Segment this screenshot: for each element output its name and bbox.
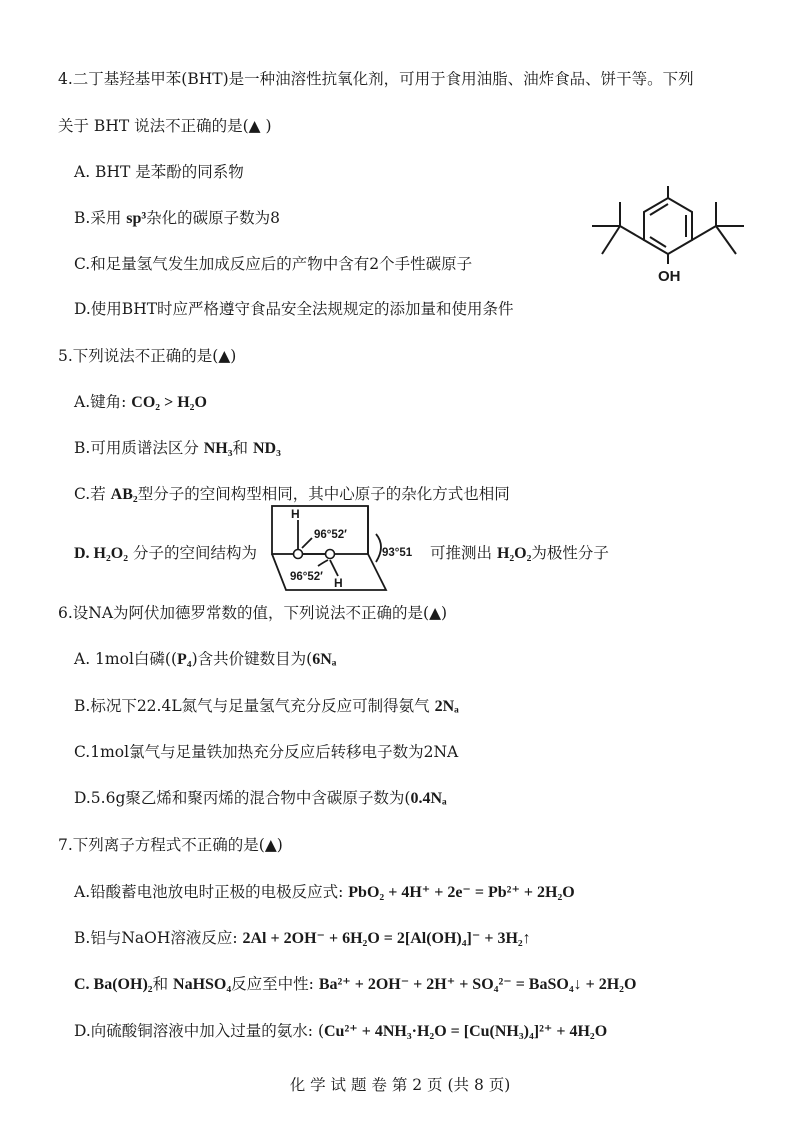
q4-option-b [74, 207, 280, 230]
q6-option-a-mid: )含共价键数目为( [191, 650, 313, 668]
q4-option-a: A. BHT 是苯酚的同系物 [74, 163, 244, 181]
q6-option-b-formula: 2Nₐ [434, 698, 459, 715]
q6-option-d-prefix: D.5.6g聚乙烯和聚丙烯的混合物中含碳原子数为( [74, 789, 411, 807]
q4-option-b-prefix: B.采用 [74, 209, 127, 227]
q6-option-a [74, 648, 336, 671]
q5-option-a [74, 391, 207, 414]
q7-option-c-formula2: NaHSO₄ [173, 976, 232, 993]
q5-option-b [74, 437, 281, 460]
q6-option-a-formula1: P₄ [177, 651, 192, 668]
q5-option-c-prefix: C.若 [74, 485, 111, 503]
q6-option-b-prefix: B.标况下22.4L氮气与足量氢气充分反应可制得氨气 [74, 697, 435, 715]
q5-option-d-text: 分子的空间结构为 [128, 544, 257, 562]
q4-stem-line1: 4.二丁基羟基甲苯(BHT)是一种油溶性抗氧化剂，可用于食用油脂、油炸食品、饼干等。下列 [58, 70, 694, 88]
q5-stem: 5.下列说法不正确的是(▲) [58, 347, 237, 365]
q5-option-c-formula: AB₂ [110, 486, 138, 503]
q6-option-a-formula2: 6Nₐ [312, 651, 337, 668]
q5-option-d-right [430, 542, 609, 565]
q4-option-d: D.使用BHT时应严格遵守食品安全法规规定的添加量和使用条件 [74, 300, 514, 318]
h2o2-lower-angle-label: 96°52′ [290, 571, 323, 583]
q5-option-d-formula: D. H₂O₂ [74, 545, 129, 562]
h2o2-upper-angle-label: 96°52′ [314, 529, 347, 541]
q4-option-b-formula: sp³ [126, 210, 147, 227]
q5-option-d-conclusion-suffix: 为极性分子 [531, 544, 609, 562]
q7-option-d-equation: Cu²⁺ + 4NH₃·H₂O = [Cu(NH₃)₄]²⁺ + 4H₂O [324, 1023, 608, 1040]
bht-oh-label: OH [658, 268, 681, 285]
q4-option-c: C.和足量氢气发生加成反应后的产物中含有2个手性碳原子 [74, 255, 473, 273]
q6-option-b [74, 695, 459, 718]
q7-option-a-prefix: A.铅酸蓄电池放电时正极的电极反应式: [74, 883, 349, 901]
q7-option-d [74, 1020, 607, 1043]
q7-option-c [74, 973, 636, 996]
q5-option-d-conclusion-formula: H₂O₂ [496, 545, 532, 562]
page-footer: 化 学 试 题 卷 第 2 页 (共 8 页) [289, 1076, 511, 1094]
q7-option-c-equation: Ba²⁺ + 2OH⁻ + 2H⁺ + SO₄²⁻ = BaSO₄↓ + 2H₂O [318, 976, 637, 993]
q7-option-b-equation: 2Al + 2OH⁻ + 6H₂O = 2[Al(OH)₄]⁻ + 3H₂↑ [242, 930, 531, 947]
q7-option-c-mid: 和 [152, 975, 174, 993]
q5-option-b-mid: 和 [232, 439, 253, 457]
q5-option-c-suffix: 型分子的空间构型相同，其中心原子的杂化方式也相同 [137, 485, 510, 503]
q5-option-b-formula2: ND₃ [252, 440, 281, 457]
q5-option-a-prefix: A.键角: [74, 393, 132, 411]
q7-stem: 7.下列离子方程式不正确的是(▲) [58, 836, 283, 854]
q7-option-a-equation: PbO₂ + 4H⁺ + 2e⁻ = Pb²⁺ + 2H₂O [348, 884, 575, 901]
q7-option-d-prefix: D.向硫酸铜溶液中加入过量的氨水: ( [74, 1022, 324, 1040]
q5-option-b-prefix: B.可用质谱法区分 [74, 439, 204, 457]
q6-option-a-prefix: A. 1mol白磷(( [74, 650, 177, 668]
q7-option-b [74, 927, 531, 950]
q7-option-c-formula1: C. Ba(OH)₂ [74, 976, 153, 993]
h2o2-dihedral-label: 93°51 [382, 547, 413, 559]
q5-option-a-formula: CO₂ > H₂O [131, 394, 207, 411]
q7-option-b-prefix: B.铝与NaOH溶液反应: [74, 929, 243, 947]
q4-stem-line2: 关于 BHT 说法不正确的是(▲ ) [58, 117, 272, 135]
q6-option-c: C.1mol氯气与足量铁加热充分反应后转移电子数为2NA [74, 743, 459, 761]
h2o2-top-h-label: H [291, 507, 300, 521]
q6-option-d [74, 787, 447, 810]
q5-option-c [74, 483, 510, 506]
h2o2-structure-diagram [268, 504, 430, 596]
q7-option-a [74, 881, 575, 904]
q4-option-b-suffix: 杂化的碳原子数为8 [146, 209, 281, 227]
q7-option-c-mid2: 反应至中性: [231, 975, 319, 993]
bht-structure-diagram [580, 180, 770, 290]
q5-option-d-left [74, 542, 257, 565]
q6-option-d-formula: 0.4Nₐ [410, 790, 447, 807]
q5-option-d-conclusion-prefix: 可推测出 [430, 544, 497, 562]
q6-stem: 6.设NA为阿伏加德罗常数的值，下列说法不正确的是(▲) [58, 604, 448, 622]
q5-option-b-formula1: NH₃ [203, 440, 233, 457]
h2o2-bottom-h-label: H [334, 576, 343, 590]
